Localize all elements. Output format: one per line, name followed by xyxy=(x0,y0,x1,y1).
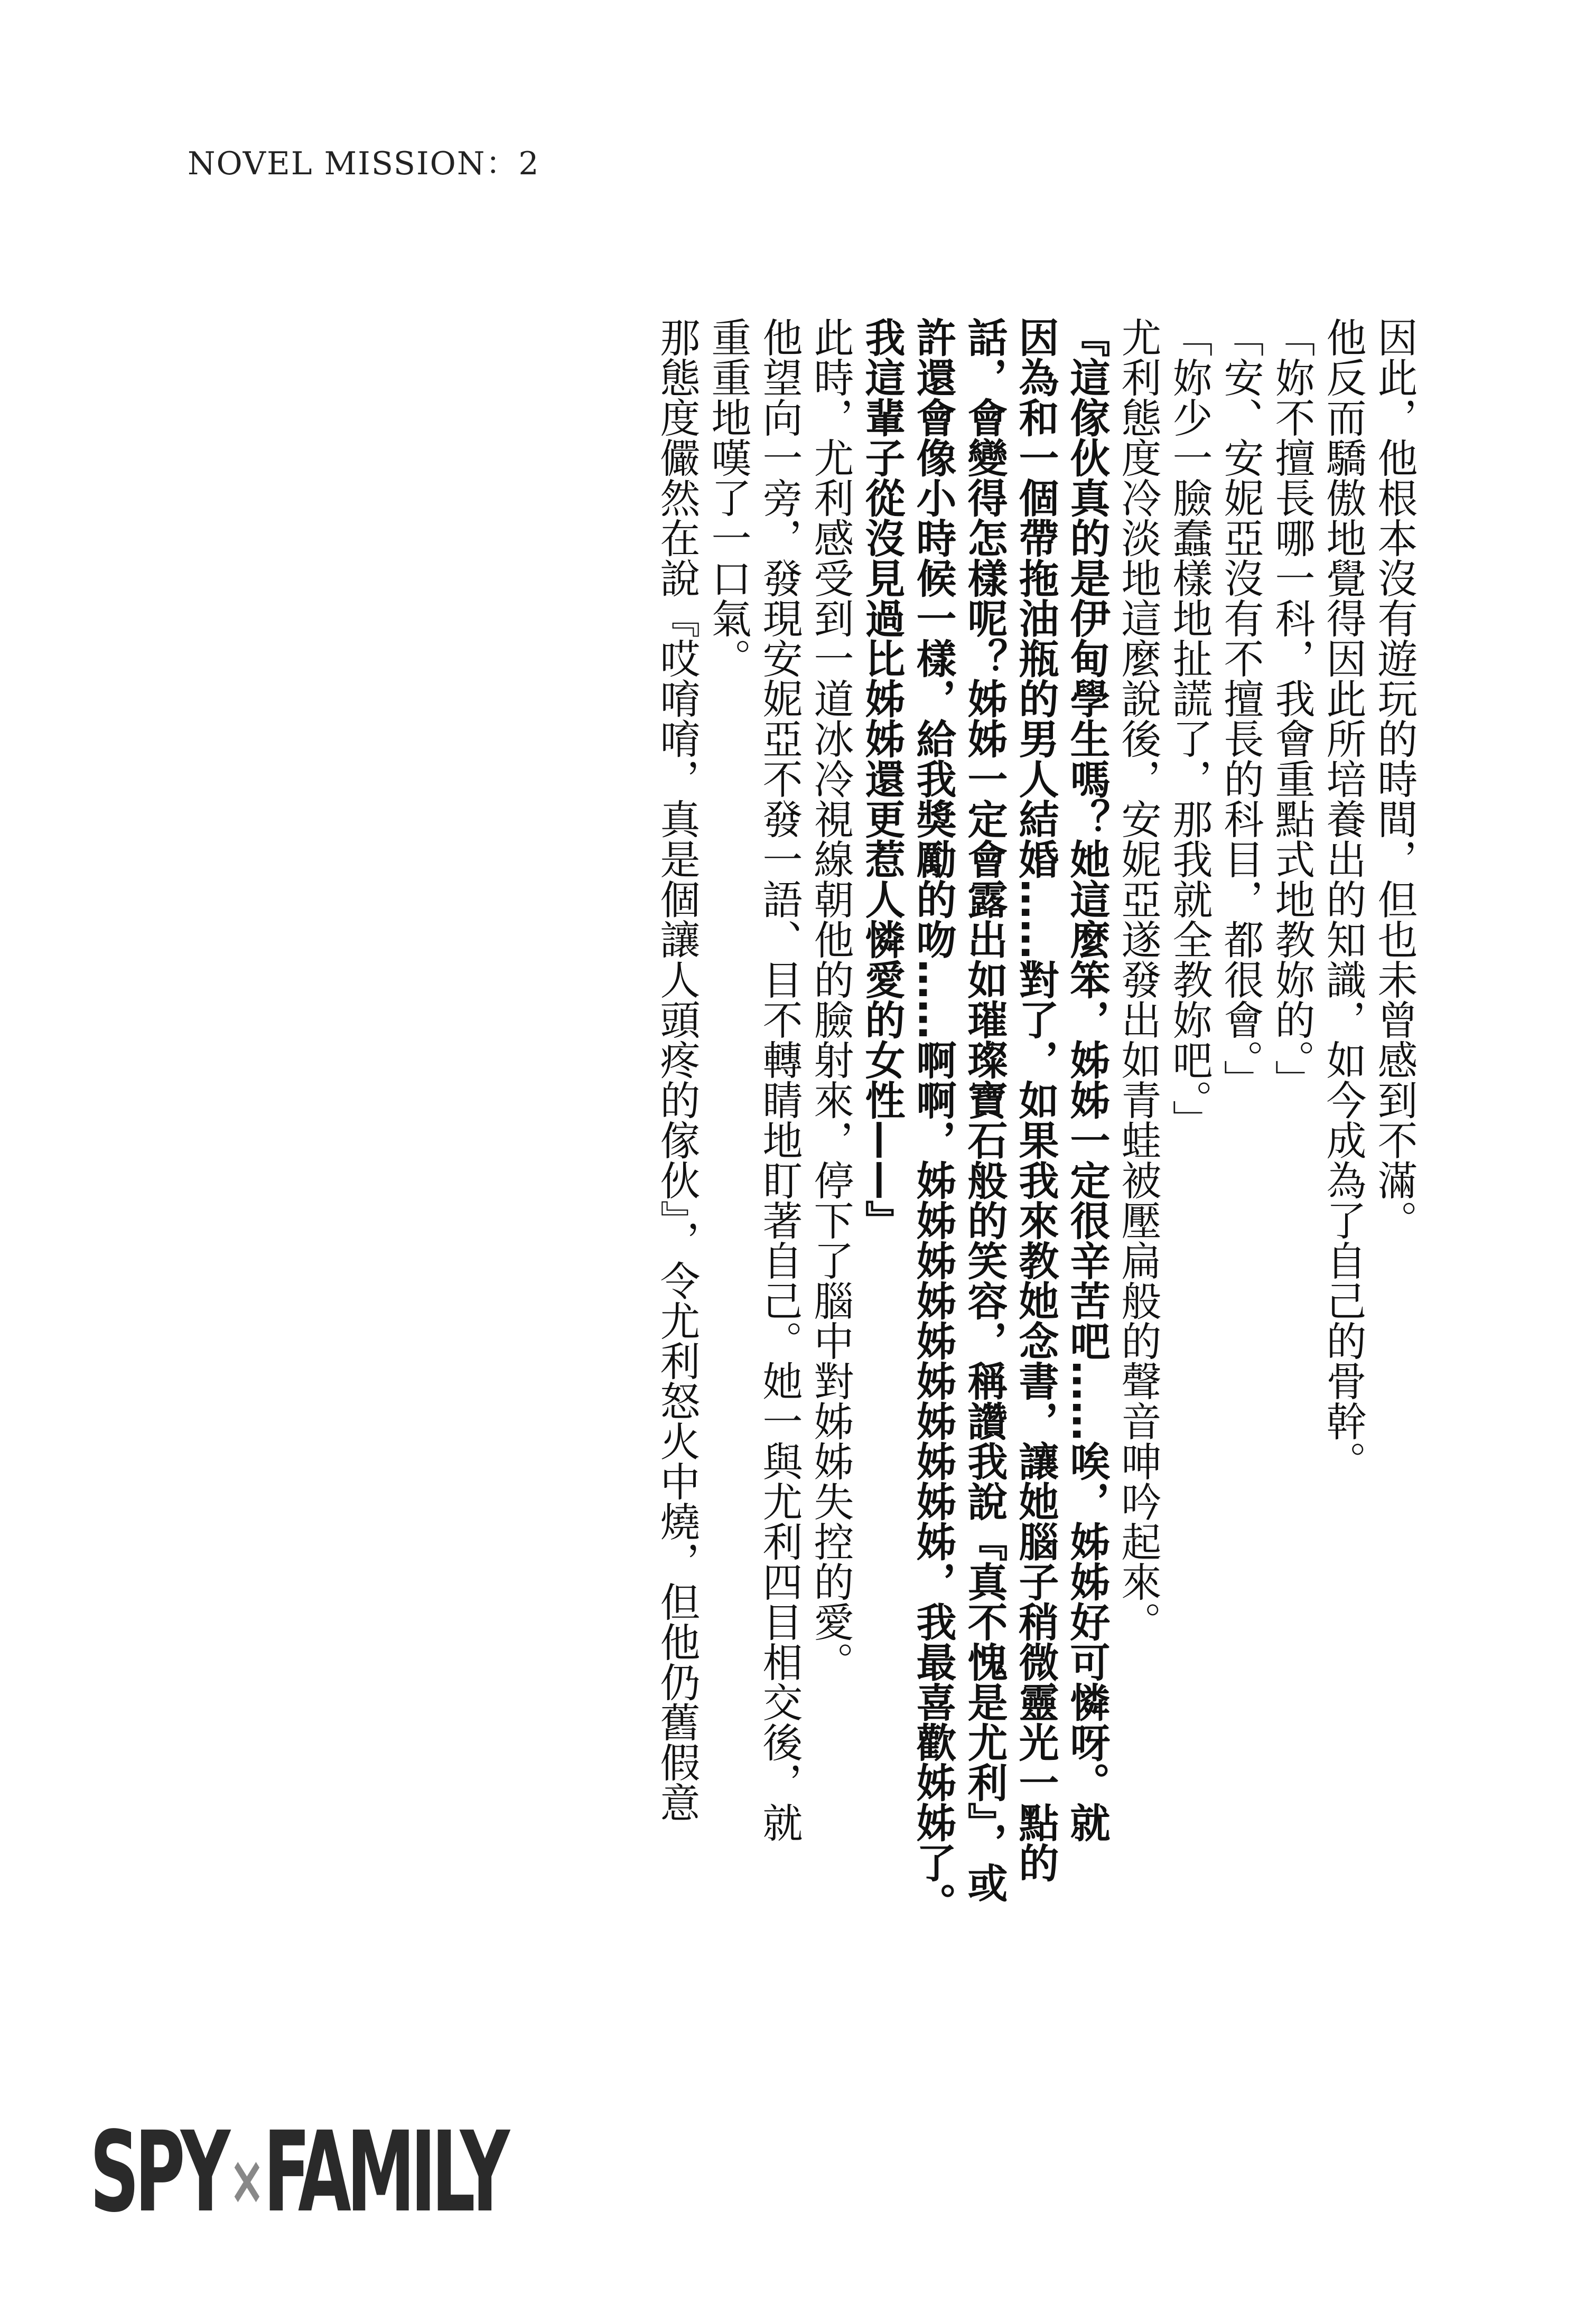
inner-monologue-column: 因為和一個帶拖油瓶的男人結婚……對了，如果我來教她念書，讓她腦子稍微靈光一點的 xyxy=(1012,317,1059,1882)
text-column: 他望向一旁，發現安妮亞不發一語、目不轉睛地盯著自己。她一與尤利四目相交後，就 xyxy=(756,317,803,1842)
inner-monologue-column: 『這傢伙真的是伊甸學生嗎？她這麼笨，姊姊一定很辛苦吧……唉，姊姊好可憐呀。就 xyxy=(1064,317,1111,1842)
text-column: 因此，他根本沒有遊玩的時間，但也未曾感到不滿。 xyxy=(1371,317,1418,1240)
text-column: 此時，尤利感受到一道冰冷視線朝他的臉射來，停下了腦中對姊姊失控的愛。 xyxy=(807,317,854,1682)
text-column: 他反而驕傲地覺得因此所培養出的知識，如今成為了自己的骨幹。 xyxy=(1320,317,1367,1481)
text-column: 尤利態度冷淡地這麼說後，安妮亞遂發出如青蛙被壓扁般的聲音呻吟起來。 xyxy=(1115,317,1162,1642)
logo-text-family: FAMILY xyxy=(263,2107,506,2237)
text-column: 「妳不擅長哪一科，我會重點式地教妳的。」 xyxy=(1269,317,1316,1100)
text-column: 「妳少一臉蠢樣地扯謊了，那我就全教妳吧。」 xyxy=(1166,317,1213,1140)
text-column: 「安、安妮亞沒有不擅長的科目，都很會。」 xyxy=(1217,317,1264,1100)
inner-monologue-column: 許還會像小時候一樣，給我獎勵的吻……啊啊，姊姊姊姊姊姊姊姊姊姊，我最喜歡姊姊了。 xyxy=(910,317,957,1923)
vertical-text-body xyxy=(651,317,1420,1981)
text-column: 那態度儼然在說『哎唷唷，真是個讓人頭疼的傢伙』，令尤利怒火中燒，但他仍舊假意 xyxy=(654,317,701,1822)
logo-text-spy: SPY xyxy=(90,2107,226,2237)
spy-family-logo xyxy=(90,2107,505,2237)
inner-monologue-column: 話，會變得怎樣呢？姊姊一定會露出如璀璨寶石般的笑容，稱讚我說『真不愧是尤利』，或 xyxy=(961,317,1008,1903)
text-column: 重重地嘆了一口氣。 xyxy=(705,317,752,678)
logo-cross-icon: × xyxy=(229,2140,260,2220)
inner-monologue-column: 我這輩子從沒見過比姊姊還更惹人憐愛的女性——』 xyxy=(859,317,906,1240)
running-header: NOVEL MISSION：2 xyxy=(188,145,540,182)
